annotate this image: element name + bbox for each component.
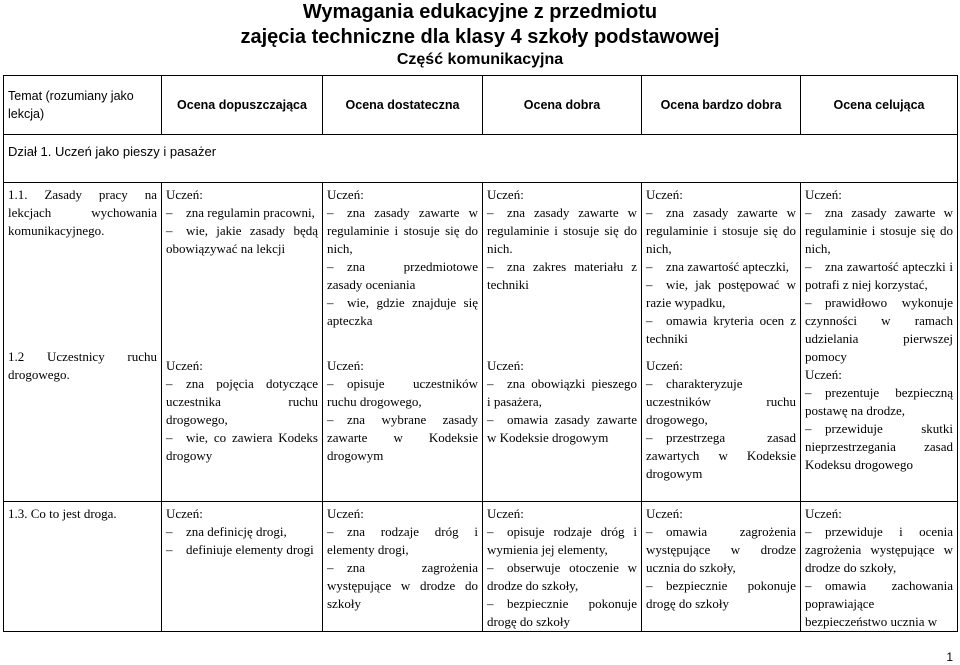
requirement-item: – zna zasady zawarte w regulaminie i stosuje się do nich, <box>327 205 478 256</box>
requirement-block <box>646 186 796 348</box>
header-grade-4: Ocena bardzo dobra <box>642 76 801 135</box>
requirement-block <box>487 357 637 447</box>
grade-cell <box>483 183 642 502</box>
requirement-item: – obserwuje otoczenie w drodze do szkoły, <box>487 560 637 593</box>
requirement-item: – zna zasady zawarte w regulaminie i stosuje się do nich, <box>646 205 796 256</box>
requirement-item: – wie, jakie zasady będą obowiązywać na lekcji <box>166 223 318 256</box>
requirement-block <box>327 505 478 613</box>
requirement-block <box>805 366 953 474</box>
topic-1-2: 1.2 Uczestnicy ruchu drogowego. <box>8 349 157 382</box>
table-row <box>4 183 958 502</box>
requirement-item: – zna zagrożenia występujące w drodze do szkoły <box>327 560 478 611</box>
requirement-block <box>805 505 953 631</box>
requirement-item: – omawia zachowania poprawiające bezpieczeństwo ucznia w <box>805 578 953 629</box>
requirement-block <box>166 505 318 559</box>
requirement-item: – zna zawartość apteczki, <box>646 259 790 274</box>
header-grade-2: Ocena dostateczna <box>323 76 483 135</box>
requirement-item: – zna regulamin pracowni, <box>166 205 315 220</box>
requirement-block <box>327 186 478 330</box>
requirement-item: – wie, co zawiera Kodeks drogowy <box>166 430 318 463</box>
grade-cell <box>162 502 323 632</box>
lead-label: Uczeń: <box>166 187 203 202</box>
requirement-item: – bezpiecznie pokonuje drogę do szkoły <box>646 578 796 611</box>
requirement-block <box>327 357 478 465</box>
grade-cell <box>323 183 483 502</box>
lead-label: Uczeń: <box>646 187 683 202</box>
requirement-block <box>166 186 318 258</box>
lead-label: Uczeń: <box>166 506 203 521</box>
requirement-block <box>487 505 637 631</box>
lead-label: Uczeń: <box>805 506 842 521</box>
requirement-item: – zna zasady zawarte w regulaminie i stosuje się do nich. <box>487 205 637 256</box>
lead-label: Uczeń: <box>805 187 842 202</box>
requirement-item: – opisuje uczestników ruchu drogowego, <box>327 376 478 409</box>
requirement-item: – prawidłowo wykonuje czynności w ramach udzielania pierwszej pomocy <box>805 295 953 364</box>
header-row <box>4 76 958 135</box>
lead-label: Uczeń: <box>487 187 524 202</box>
grade-cell <box>801 183 958 502</box>
requirement-block <box>487 186 637 294</box>
lead-label: Uczeń: <box>487 506 524 521</box>
requirement-item: – przewiduje i ocenia zagrożenia występujące w drodze do szkoły, <box>805 524 953 575</box>
requirement-item: – wie, gdzie znajduje się apteczka <box>327 295 478 328</box>
requirements-table <box>3 75 958 632</box>
lead-label: Uczeń: <box>327 506 364 521</box>
lead-label: Uczeń: <box>805 367 842 382</box>
requirement-item: – omawia zasady zawarte w Kodeksie drogowym <box>487 412 637 445</box>
doc-title-line2: zajęcia techniczne dla klasy 4 szkoły podstawowej <box>240 26 720 48</box>
requirement-item: – zna zakres materiału z techniki <box>487 259 637 292</box>
lead-label: Uczeń: <box>487 358 524 373</box>
grade-cell <box>642 502 801 632</box>
requirement-item: – charakteryzuje uczestników ruchu drogowego, <box>646 376 796 427</box>
topic-cell <box>4 183 162 502</box>
requirement-item: – zna obowiązki pieszego i pasażera, <box>487 376 637 409</box>
doc-title-line3: Część komunikacyjna <box>396 51 564 68</box>
topic-cell <box>4 502 162 632</box>
section-title: Dział 1. Uczeń jako pieszy i pasażer <box>4 135 958 183</box>
doc-title-line1: Wymagania edukacyjne z przedmiotu <box>302 1 658 23</box>
requirement-item: – opisuje rodzaje dróg i wymienia jej elementy, <box>487 524 637 557</box>
requirement-item: – zna rodzaje dróg i elementy drogi, <box>327 524 478 557</box>
topic-1-3: 1.3. Co to jest droga. <box>8 506 117 521</box>
table-row <box>4 502 958 632</box>
lead-label: Uczeń: <box>327 358 364 373</box>
requirement-block <box>646 505 796 613</box>
requirement-item: – przewiduje skutki nieprzestrzegania zasad Kodeksu drogowego <box>805 421 953 472</box>
grade-cell <box>323 502 483 632</box>
lead-label: Uczeń: <box>166 358 203 373</box>
requirement-item: – prezentuje bezpieczną postawę na drodze, <box>805 385 953 418</box>
requirement-block <box>166 357 318 465</box>
topic-1-1: 1.1. Zasady pracy na lekcjach wychowania komunikacyjnego. <box>8 187 157 238</box>
header-grade-5: Ocena celująca <box>801 76 958 135</box>
requirement-item: – zna wybrane zasady zawarte w Kodeksie drogowym <box>327 412 478 463</box>
header-grade-3: Ocena dobra <box>483 76 642 135</box>
requirement-item: – omawia kryteria ocen z techniki <box>646 313 796 346</box>
requirement-block <box>646 357 796 483</box>
header-topic: Temat (rozumiany jako lekcja) <box>4 76 162 135</box>
grade-cell <box>483 502 642 632</box>
lead-label: Uczeń: <box>646 358 683 373</box>
requirement-block <box>805 186 953 366</box>
requirement-item: – zna pojęcia dotyczące uczestnika ruchu drogowego, <box>166 376 318 427</box>
grade-cell <box>162 183 323 502</box>
requirement-item: – bezpiecznie pokonuje drogę do szkoły <box>487 596 637 629</box>
requirement-item: – definiuje elementy drogi <box>166 542 314 557</box>
requirement-item: – zna zasady zawarte w regulaminie i stosuje się do nich, <box>805 205 953 256</box>
requirement-item: – zna definicję drogi, <box>166 524 287 539</box>
requirement-item: – zna zawartość apteczki i potrafi z niej korzystać, <box>805 259 953 292</box>
requirement-item: – omawia zagrożenia występujące w drodze ucznia do szkoły, <box>646 524 796 575</box>
header-grade-1: Ocena dopuszczająca <box>162 76 323 135</box>
lead-label: Uczeń: <box>327 187 364 202</box>
lead-label: Uczeń: <box>646 506 683 521</box>
section-row <box>4 135 958 183</box>
page-number: 1 <box>946 650 953 664</box>
grade-cell <box>642 183 801 502</box>
requirement-item: – zna przedmiotowe zasady oceniania <box>327 259 478 292</box>
requirement-item: – przestrzega zasad zawartych w Kodeksie drogowym <box>646 430 796 481</box>
grade-cell <box>801 502 958 632</box>
requirement-item: – wie, jak postępować w razie wypadku, <box>646 277 796 310</box>
